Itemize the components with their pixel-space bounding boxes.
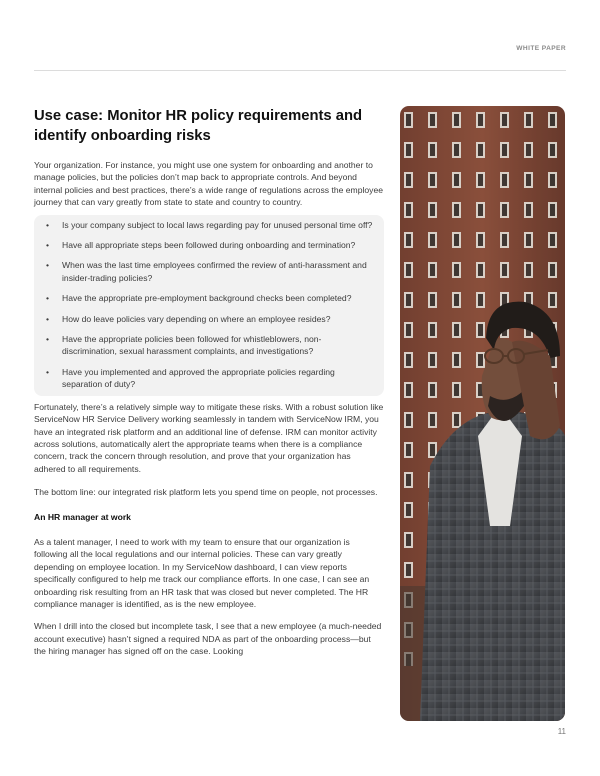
bullet-icon: • <box>46 293 50 304</box>
section-subheading: An HR manager at work <box>34 511 131 522</box>
bullet-icon: • <box>46 219 50 230</box>
question-text: Have you implemented and approved the appropriate policies regarding separation of duty? <box>62 366 335 390</box>
bullet-icon: • <box>46 240 50 251</box>
bullet-icon: • <box>46 366 50 377</box>
manager-paragraph: As a talent manager, I need to work with my team to ensure that our organization is following all the local regulations and our internal policies. These can vary greatly depending on employee location. In my ServiceNow dashboard, I can view reports specifically configured to help me track our compliance efforts. In one case, I can see an onboarding risk resulting from an HR task that was closed but never completed. The HR compliance manager is identified, as is the new employee. <box>34 536 370 609</box>
question-item <box>44 333 374 358</box>
intro-paragraph: Your organization. For instance, you might use one system for onboarding and another to manage policies, but the policies don’t map back to appropriate controls. And beyond internal policies and best practices, there’s a wide range of regulations across the employee journey that can vary greatly from state to state and country to country. <box>34 160 384 208</box>
question-item <box>44 366 374 391</box>
man-with-glasses-photo-illustration <box>400 106 565 721</box>
bottom-line-paragraph: The bottom line: our integrated risk platform lets you spend time on people, not processes. <box>34 487 378 498</box>
question-text: Have all appropriate steps been followed during onboarding and termination? <box>62 240 356 251</box>
question-item <box>44 239 374 251</box>
question-text: Have the appropriate pre-employment background checks been completed? <box>62 293 352 304</box>
questions-callout <box>34 215 384 396</box>
bullet-icon: • <box>46 334 50 345</box>
page-number: 11 <box>557 727 566 736</box>
question-text: Is your company subject to local laws regarding pay for unused personal time off? <box>62 219 373 230</box>
solution-paragraph: Fortunately, there’s a relatively simple way to mitigate these risks. With a robust solution like ServiceNow HR Service Delivery working seamlessly in tandem with ServiceNow IRM, you have an integrated risk platform and an additional line of defense. IRM can monitor activity across solutions, automatically alert the appropriate teams when there is a compliance concern, track the concern through resolution, and prove that your organization has adhered to all requirements. <box>34 401 384 474</box>
questions-list <box>44 219 374 391</box>
bullet-icon: • <box>46 313 50 324</box>
question-item <box>44 259 374 284</box>
bullet-icon: • <box>46 260 50 271</box>
hero-photo <box>400 106 565 721</box>
closed-task-paragraph: When I drill into the closed but incomplete task, I see that a new employee (a much-needed account executive) hasn’t signed a required NDA as part of the onboarding process—but the hiring manager has signed off on the case. Looking <box>34 621 382 657</box>
header-divider <box>34 70 566 71</box>
question-item <box>44 313 374 325</box>
question-item <box>44 292 374 304</box>
main-column <box>34 106 384 658</box>
question-text: How do leave policies vary depending on where an employee resides? <box>62 313 331 324</box>
question-text: When was the last time employees confirmed the review of anti-harassment and insider-trading policies? <box>62 260 367 283</box>
question-item <box>44 219 374 231</box>
document-type-label: WHITE PAPER <box>516 45 566 52</box>
question-text: Have the appropriate policies been followed for whistleblowers, non-discrimination, sexual harassment complaints, and investigations? <box>62 334 322 357</box>
page-title: Use case: Monitor HR policy requirements and identify onboarding risks <box>34 108 363 144</box>
